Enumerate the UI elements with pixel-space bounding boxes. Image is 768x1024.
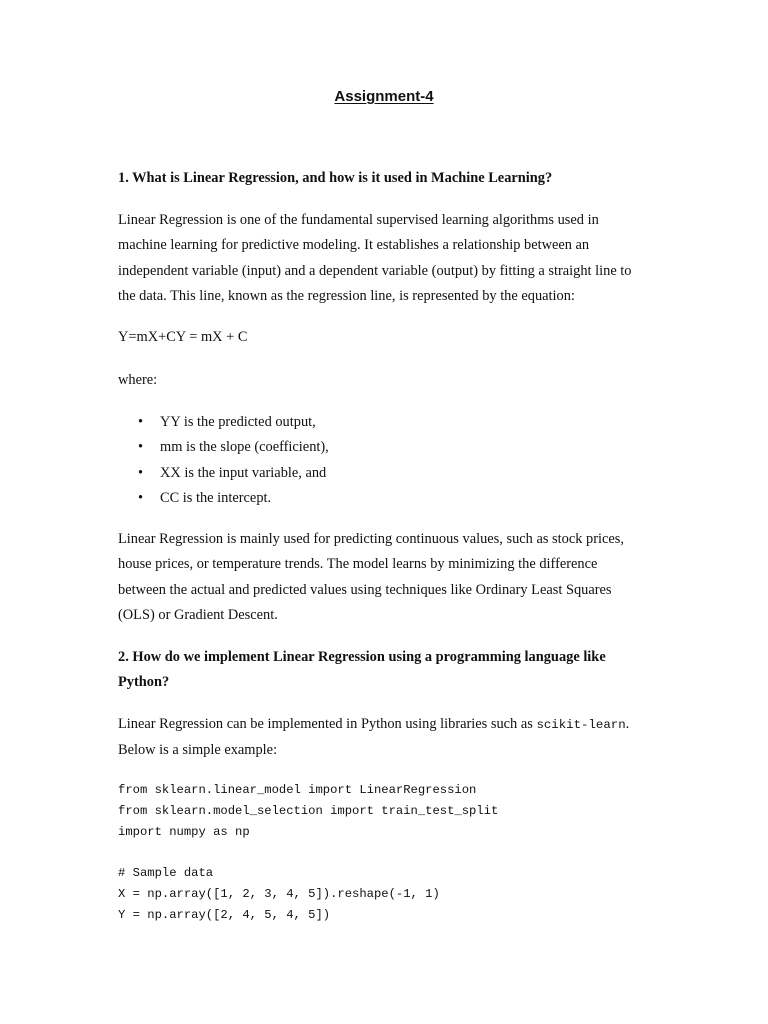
- variable-definitions-list: [118, 410, 329, 511]
- code-line: # Sample data: [118, 866, 214, 881]
- bullet-icon: •: [138, 414, 144, 430]
- bullet-icon: •: [138, 489, 144, 506]
- code-line: from sklearn.linear_model import LinearRegression: [118, 783, 477, 797]
- question-2-intro: Linear Regression can be implemented in Python using libraries such as scikit-learn. Below is a simple example:: [118, 716, 630, 759]
- question-2-heading: 2. How do we implement Linear Regression using a programming language like Python?: [118, 649, 606, 691]
- question-1-paragraph-2: Linear Regression is mainly used for predicting continuous values, such as stock prices, house prices, or temperature trends. The model learns by minimizing the difference between the actual and predicted values using techniques like Ordinary Least Squares (OLS) or Gradient Descent.: [118, 531, 624, 623]
- code-line: Y = np.array([2, 4, 5, 4, 5]): [118, 907, 331, 922]
- page-title: Assignment-4: [334, 88, 434, 105]
- code-line: import numpy as np: [118, 824, 250, 839]
- list-item: • XX is the input variable, and: [118, 461, 329, 486]
- bullet-icon: •: [138, 439, 144, 456]
- inline-code: scikit-learn: [536, 718, 626, 732]
- code-line: from sklearn.model_selection import train_test_split: [118, 803, 499, 818]
- code-line: [118, 842, 678, 863]
- code-line: X = np.array([1, 2, 3, 4, 5]).reshape(-1, 1): [118, 886, 440, 901]
- question-1-heading: 1. What is Linear Regression, and how is it used in Machine Learning?: [118, 170, 553, 186]
- bullet-icon: •: [138, 464, 144, 481]
- list-item: • CC is the intercept.: [118, 486, 329, 511]
- question-1-paragraph-1: Linear Regression is one of the fundamental supervised learning algorithms used in machine learning for predictive modeling. It establishes a relationship between an independent variable (input) and a dependent variable (output) by fitting a straight line to the data. This line, known as the regression line, is represented by the equation:: [118, 212, 632, 304]
- regression-equation: Y=mX+CY = mX + C: [118, 329, 248, 345]
- list-item: • YY is the predicted output,: [118, 410, 329, 435]
- code-block: [118, 780, 678, 926]
- list-item: • mm is the slope (coefficient),: [118, 435, 329, 460]
- where-label: where:: [118, 372, 158, 388]
